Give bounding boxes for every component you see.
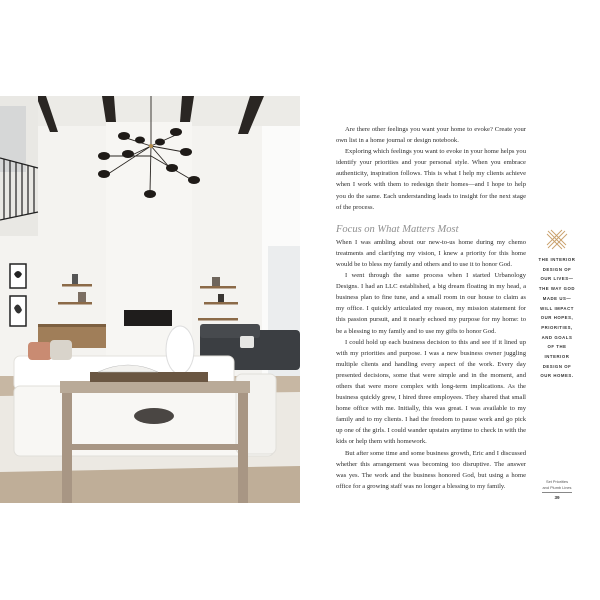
quote-line: INTERIOR <box>544 354 570 360</box>
paragraph: I could hold up each business decision to this and see if it lined up with my priorities and purpose. I was a new business owner juggling multiple clients and handling every aspect of the work. Every day presented decisions, some that were simple and in the moment, and others that were more complex with long-term implications. As the business quickly grew, I hired three employees. They shared that small home office with me. Initially, this was great. I was available to my family and to my clients. I had the freedom to pause work and go pick up one of the girls. I could wander upstairs anytime to check in with the kids or help them with homework. <box>336 338 526 446</box>
quote-line: DESIGN OF <box>542 363 572 369</box>
sputnik-chandelier-icon <box>0 96 300 503</box>
paragraph: Are there other feelings you want your home to evoke? Create your own list in a home journal or design notebook. <box>336 126 526 145</box>
quote-line: WILL IMPACT <box>540 305 574 311</box>
paragraph: Exploring which feelings you want to evoke in your home helps you identify your priorities and your personal style. When you embrace authenticity, inspiration follows. This is what I help my clients achieve when I work with them to redesign their homes—and I hope to help you do the same. Each understanding leads to insight for the next stage of the process. <box>336 148 526 211</box>
quote-line: DESIGN OF <box>542 266 572 272</box>
pull-quote <box>534 255 580 381</box>
quote-line: THE WAY GOD <box>538 286 576 292</box>
quote-line: MADE US— <box>542 295 572 301</box>
quote-line: PRIORITIES, <box>541 324 573 330</box>
footer-divider <box>542 492 572 493</box>
quote-line: OUR LIVES— <box>540 276 574 282</box>
paragraph: I went through the same process when I started Urbanology Designs. I had an LLC established, a big dream floating in my head, a business plan to fine tune, and a small room in our house to claim as my office. I quickly articulated my reason, my mission statement for this passion pursuit, and it nearly echoed my purpose for my home: to be a blessing to my family and to use my gifts to honor God. <box>336 272 526 335</box>
quote-line: AND GOALS <box>541 334 573 340</box>
paragraph: But after some time and some business growth, Eric and I discussed whether this arrangement was becoming too disruptive. The answer was yes. The work and the business honored God, but using a home office for a growing staff was no longer a blessing to my family. <box>336 449 526 490</box>
page-footer <box>537 479 577 500</box>
chapter-label: Set Priorities <box>545 479 569 484</box>
crossed-lines-x-icon <box>546 228 568 250</box>
pull-quote-sidebar <box>534 228 580 381</box>
quote-line: THE INTERIOR <box>538 257 576 262</box>
page-number: 39 <box>554 495 560 500</box>
quote-line: OF THE <box>547 344 567 350</box>
quote-line: OUR HOPES, <box>540 315 574 321</box>
body-text-column <box>336 124 526 492</box>
section-heading: Focus on What Matters Most <box>336 223 459 235</box>
quote-line: OUR HOMES. <box>540 373 574 379</box>
chapter-label: and Plumb Lines <box>542 484 572 490</box>
paragraph: When I was ambling about our new-to-us home during my chemo treatments and clarifying my vision, I knew a priority for this home would be to bless my family and others and to use it to honor God. <box>336 238 526 268</box>
living-room-photo <box>0 96 300 503</box>
